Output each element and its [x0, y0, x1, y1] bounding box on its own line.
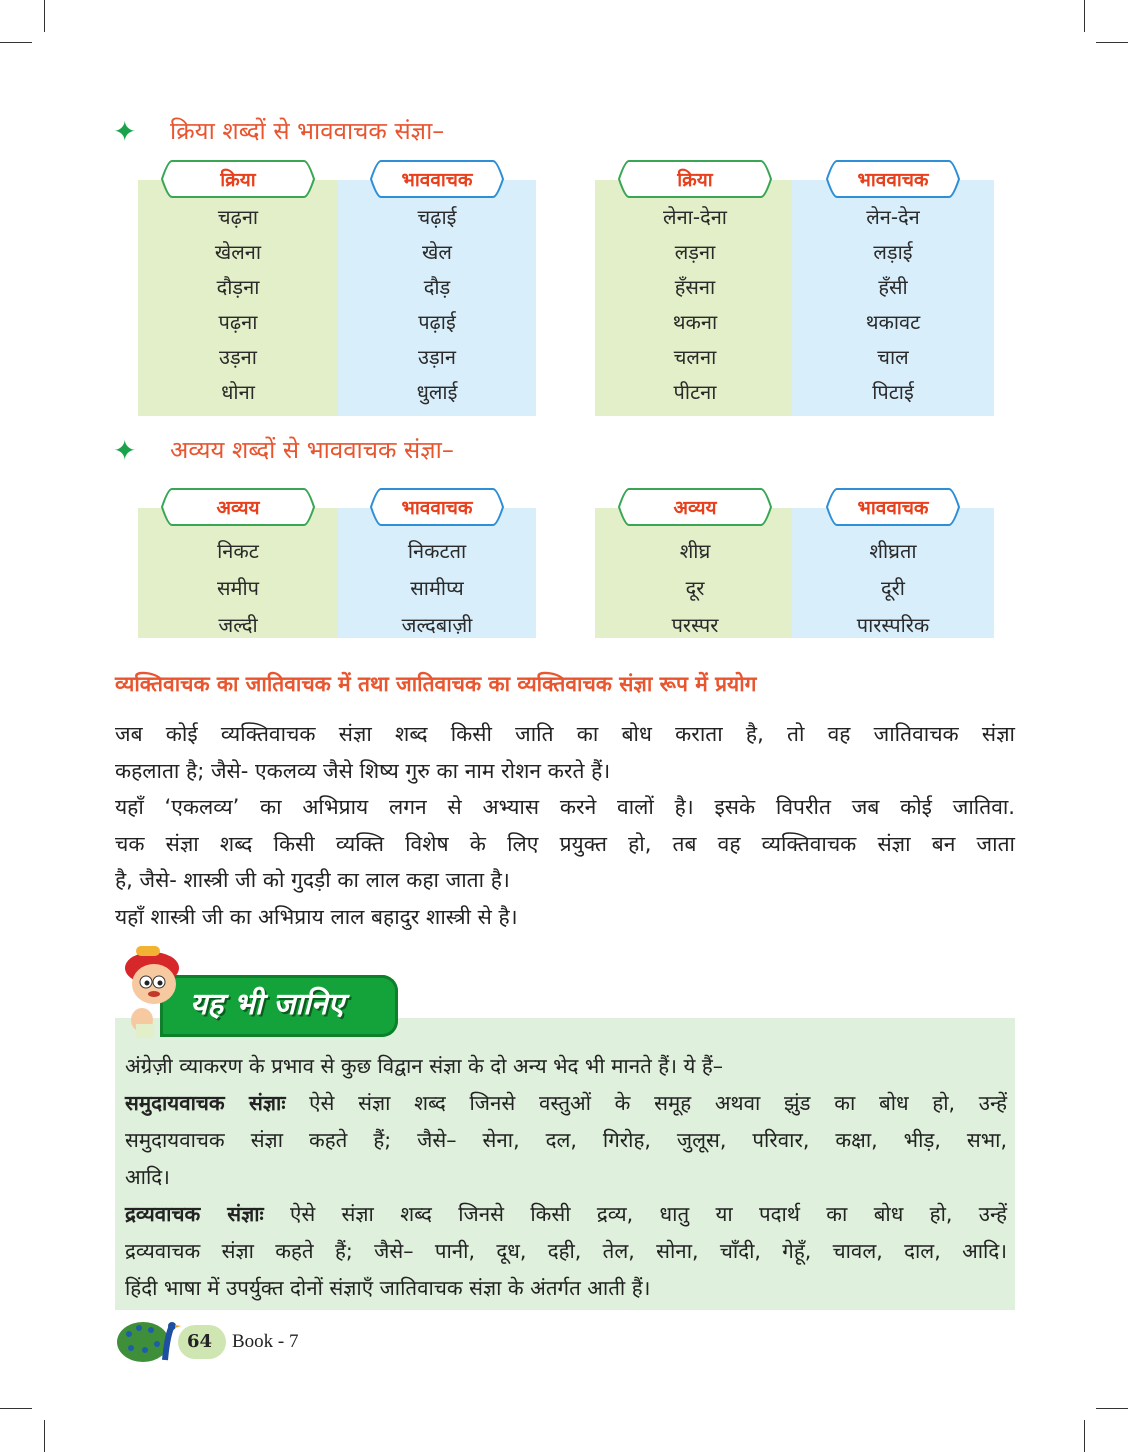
- word-cell: थकना: [672, 310, 718, 334]
- word-cell: लेन-देन: [866, 205, 920, 229]
- column-header-tag: [823, 488, 963, 528]
- word-cell: चढ़ना: [217, 205, 259, 229]
- word-cell: जल्दी: [218, 613, 258, 637]
- crop-mark: [44, 1420, 45, 1452]
- boy-mascot-icon: [114, 938, 194, 1038]
- word-cell: चाल: [877, 345, 909, 369]
- word-cell: धुलाई: [416, 380, 458, 404]
- word-cell: खेलना: [214, 240, 262, 264]
- column-header-tag: [615, 160, 775, 200]
- word-cell: शीघ्रता: [869, 539, 917, 563]
- crop-mark: [1084, 1420, 1085, 1452]
- crop-mark: [44, 0, 45, 32]
- word-cell: परस्पर: [671, 613, 719, 637]
- word-cell: पिटाई: [872, 380, 914, 404]
- result-column: [792, 180, 994, 416]
- term-label: समुदायवाचक संज्ञाः: [125, 1091, 286, 1115]
- know-box-line: हिंदी भाषा में उपर्युक्त दोनों संज्ञाएँ जातिवाचक संज्ञा के अंतर्गत आती हैं।: [125, 1276, 651, 1300]
- word-cell: चढ़ाई: [417, 205, 457, 229]
- know-box-line: द्रव्यवाचक संज्ञा कहते हैं; जैसे– पानी, दूध, दही, तेल, सोना, चाँदी, गेहूँ, चावल, दाल, आदि।: [125, 1239, 1007, 1263]
- word-cell: हँसी: [878, 275, 908, 299]
- body-line: यहाँ ‘एकलव्य’ का अभिप्राय लगन से अभ्यास करने वालों है। इसके विपरीत जब कोई जातिवा.: [115, 795, 1015, 819]
- body-line: चक संज्ञा शब्द किसी व्यक्ति विशेष के लिए प्रयुक्त हो, तब वह व्यक्तिवाचक संज्ञा बन जाता: [115, 831, 1015, 856]
- section2-heading: अव्यय शब्दों से भाववाचक संज्ञा–: [170, 436, 454, 464]
- word-cell: पढ़ना: [218, 310, 258, 334]
- column-header-tag: [367, 488, 507, 528]
- topic-title: व्यक्तिवाचक का जातिवाचक में तथा जातिवाचक का व्यक्तिवाचक संज्ञा रूप में प्रयोग: [115, 672, 757, 696]
- word-cell: उड़ान: [418, 345, 456, 369]
- word-cell: लड़ाई: [873, 240, 913, 264]
- column-header-label: भाववाचक: [401, 169, 473, 191]
- book-label: Book - 7: [232, 1331, 299, 1352]
- crop-mark: [1096, 42, 1128, 43]
- word-cell: जल्दबाज़ी: [401, 613, 473, 637]
- word-cell: हँसना: [674, 275, 716, 299]
- word-cell: निकटता: [407, 539, 467, 563]
- section1-heading: क्रिया शब्दों से भाववाचक संज्ञा–: [170, 117, 445, 145]
- column-header-label: भाववाचक: [857, 497, 929, 519]
- know-box-line: समुदायवाचक संज्ञाः ऐसे संज्ञा शब्द जिनसे वस्तुओं के समूह अथवा झुंड का बोध हो, उन्हें: [125, 1091, 1007, 1115]
- know-box-line: समुदायवाचक संज्ञा कहते हैं; जैसे– सेना, दल, गिरोह, जुलूस, परिवार, कक्षा, भीड़, सभा,: [125, 1128, 1007, 1152]
- word-cell: पीटना: [673, 380, 717, 404]
- crop-mark: [0, 42, 32, 43]
- word-cell: सामीप्य: [410, 576, 464, 600]
- word-cell: पढ़ाई: [418, 310, 456, 334]
- know-box-line: आदि।: [125, 1165, 170, 1189]
- result-column: [338, 180, 536, 416]
- body-line: कहलाता है; जैसे- एकलव्य जैसे शिष्य गुरु का नाम रोशन करते हैं।: [115, 758, 611, 783]
- word-cell: दौड़: [423, 275, 451, 299]
- page-number: 64: [187, 1331, 213, 1352]
- column-header-tag: [158, 488, 318, 528]
- know-box-text: [125, 1048, 1007, 1307]
- body-line: है, जैसे- शास्त्री जी को गुदड़ी का लाल कहा जाता है।: [115, 868, 510, 892]
- column-header-label: अव्यय: [673, 497, 717, 519]
- source-column: [595, 180, 795, 416]
- body-line: यहाँ शास्त्री जी का अभिप्राय लाल बहादुर शास्त्री से है।: [115, 904, 518, 929]
- word-cell: दौड़ना: [216, 275, 260, 299]
- word-cell: दूरी: [881, 576, 905, 600]
- word-cell: लड़ना: [674, 240, 716, 264]
- topic-body: [115, 716, 1015, 935]
- know-box-title: यह भी जानिए: [190, 987, 345, 1022]
- column-header-tag: [823, 160, 963, 200]
- body-line: जब कोई व्यक्तिवाचक संज्ञा शब्द किसी जाति का बोध कराता है, तो वह जातिवाचक संज्ञा: [115, 722, 1015, 746]
- word-cell: निकट: [217, 539, 259, 563]
- column-header-label: भाववाचक: [401, 497, 473, 519]
- word-cell: खेल: [422, 240, 452, 264]
- star-bullet-icon: ✦: [113, 434, 137, 467]
- crop-mark: [0, 1408, 32, 1409]
- know-box-banner: [160, 975, 398, 1037]
- column-header-label: भाववाचक: [857, 169, 929, 191]
- word-cell: लेना-देना: [663, 205, 727, 229]
- crop-mark: [1096, 1408, 1128, 1409]
- word-cell: धोना: [221, 380, 255, 404]
- column-header-tag: [615, 488, 775, 528]
- word-cell: शीघ्र: [679, 539, 711, 563]
- column-header-label: अव्यय: [216, 497, 260, 519]
- column-header-label: क्रिया: [677, 169, 713, 191]
- word-cell: उड़ना: [219, 345, 257, 369]
- source-column: [138, 180, 338, 416]
- word-cell: थकावट: [865, 310, 921, 334]
- know-box-intro: अंग्रेज़ी व्याकरण के प्रभाव से कुछ विद्वान संज्ञा के दो अन्य भेद भी मानते हैं। ये हैं–: [125, 1054, 724, 1078]
- word-cell: दूर: [685, 576, 705, 600]
- term-label: द्रव्यवाचक संज्ञाः: [125, 1202, 264, 1226]
- column-header-tag: [367, 160, 507, 200]
- word-cell: समीप: [216, 576, 260, 600]
- word-cell: चलना: [673, 345, 717, 369]
- know-box-line: द्रव्यवाचक संज्ञाः ऐसे संज्ञा शब्द जिनसे किसी द्रव्य, धातु या पदार्थ का बोध हो, उन्हें: [125, 1202, 1007, 1226]
- peacock-icon: [115, 1316, 185, 1366]
- column-header-label: क्रिया: [220, 169, 256, 191]
- crop-mark: [1084, 0, 1085, 32]
- column-header-tag: [158, 160, 318, 200]
- star-bullet-icon: ✦: [113, 115, 137, 148]
- word-cell: पारस्परिक: [856, 613, 930, 637]
